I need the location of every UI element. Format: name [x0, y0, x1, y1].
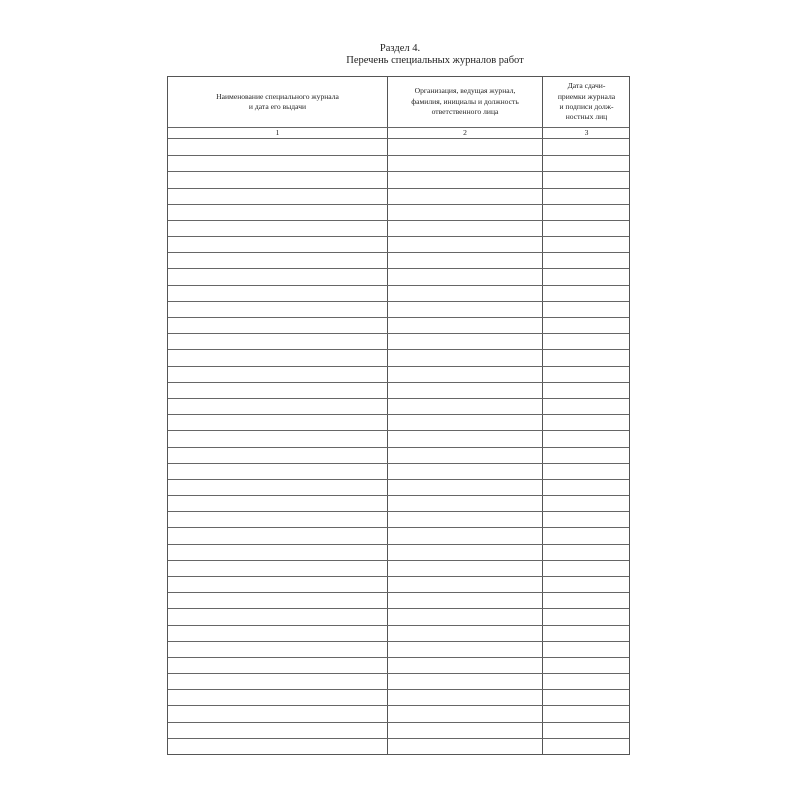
table-cell-col-2[interactable]: [388, 479, 542, 495]
table-row: [168, 463, 629, 479]
table-cell-col-1[interactable]: [168, 447, 387, 463]
table-cell-col-3[interactable]: [543, 722, 629, 738]
table-cell-col-2[interactable]: [388, 641, 542, 657]
table-cell-col-2[interactable]: [388, 544, 542, 560]
table-cell-col-2[interactable]: [388, 155, 542, 171]
table-row: [168, 544, 629, 560]
table-row: [168, 527, 629, 543]
table-cell-col-2[interactable]: [388, 204, 542, 220]
table-cell-col-3[interactable]: [543, 155, 629, 171]
table-cell-col-2[interactable]: [388, 592, 542, 608]
table-cell-col-3[interactable]: [543, 495, 629, 511]
table-cell-col-2[interactable]: [388, 414, 542, 430]
table-cell-col-1[interactable]: [168, 398, 387, 414]
table-row: [168, 738, 629, 754]
table-cell-col-1[interactable]: [168, 560, 387, 576]
table-row: [168, 366, 629, 382]
table-cell-col-3[interactable]: [543, 236, 629, 252]
table-cell-col-2[interactable]: [388, 366, 542, 382]
table-cell-col-3[interactable]: [543, 398, 629, 414]
table-cell-col-1[interactable]: [168, 333, 387, 349]
table-cell-col-2[interactable]: [388, 188, 542, 204]
table-cell-col-1[interactable]: [168, 705, 387, 721]
table-cell-col-1[interactable]: [168, 738, 387, 754]
table-cell-col-3[interactable]: [543, 268, 629, 284]
table-cell-col-1[interactable]: [168, 317, 387, 333]
table-cell-col-3[interactable]: [543, 673, 629, 689]
table-row: [168, 430, 629, 446]
table-row: [168, 220, 629, 236]
table-cell-col-1[interactable]: [168, 220, 387, 236]
table-cell-col-3[interactable]: [543, 366, 629, 382]
table-cell-col-1[interactable]: [168, 511, 387, 527]
table-cell-col-2[interactable]: [388, 171, 542, 187]
table-cell-col-3[interactable]: [543, 447, 629, 463]
table-cell-col-2[interactable]: [388, 511, 542, 527]
section-subtitle: Перечень специальных журналов работ: [346, 54, 524, 66]
journals-table: [167, 76, 630, 755]
table-cell-col-1[interactable]: [168, 544, 387, 560]
table-cell-col-3[interactable]: [543, 139, 629, 155]
table-cell-col-3[interactable]: [543, 511, 629, 527]
header-organization: Организация, ведущая журнал, фамилия, инициалы и должность ответственного лица: [411, 86, 519, 117]
table-cell-col-3[interactable]: [543, 576, 629, 592]
table-cell-col-2[interactable]: [388, 657, 542, 673]
table-cell-col-2[interactable]: [388, 463, 542, 479]
table-cell-col-3[interactable]: [543, 171, 629, 187]
table-cell-col-2[interactable]: [388, 430, 542, 446]
table-row: [168, 333, 629, 349]
table-cell-col-1[interactable]: [168, 689, 387, 705]
table-cell-col-2[interactable]: [388, 705, 542, 721]
table-cell-col-3[interactable]: [543, 285, 629, 301]
table-row: [168, 479, 629, 495]
table-cell-col-3[interactable]: [543, 349, 629, 365]
table-cell-col-3[interactable]: [543, 220, 629, 236]
table-cell-col-2[interactable]: [388, 285, 542, 301]
table-cell-col-1[interactable]: [168, 155, 387, 171]
table-cell-col-1[interactable]: [168, 366, 387, 382]
table-cell-col-3[interactable]: [543, 430, 629, 446]
table-row: [168, 414, 629, 430]
table-row: [168, 722, 629, 738]
table-cell-col-3[interactable]: [543, 204, 629, 220]
table-cell-col-2[interactable]: [388, 673, 542, 689]
table-cell-col-1[interactable]: [168, 236, 387, 252]
table-row: [168, 236, 629, 252]
table-cell-col-3[interactable]: [543, 608, 629, 624]
table-cell-col-2[interactable]: [388, 576, 542, 592]
header-journal-name: Наименование специального журнала и дата его выдачи: [216, 91, 339, 111]
table-cell-col-2[interactable]: [388, 495, 542, 511]
table-cell-col-2[interactable]: [388, 349, 542, 365]
table-cell-col-1[interactable]: [168, 252, 387, 268]
section-heading: [0, 43, 800, 66]
table-row: [168, 511, 629, 527]
column-number-2: 2: [463, 128, 467, 137]
table-cell-col-3[interactable]: [543, 188, 629, 204]
table-cell-col-2[interactable]: [388, 139, 542, 155]
table-cell-col-3[interactable]: [543, 689, 629, 705]
table-cell-col-1[interactable]: [168, 171, 387, 187]
table-cell-col-3[interactable]: [543, 592, 629, 608]
table-row: [168, 139, 629, 155]
table-cell-col-1[interactable]: [168, 301, 387, 317]
table-row: [168, 689, 629, 705]
table-cell-col-1[interactable]: [168, 139, 387, 155]
table-cell-col-3[interactable]: [543, 625, 629, 641]
table-cell-col-1[interactable]: [168, 527, 387, 543]
table-row: [168, 171, 629, 187]
table-cell-col-1[interactable]: [168, 188, 387, 204]
section-title: Раздел 4.: [379, 43, 421, 54]
table-cell-col-3[interactable]: [543, 414, 629, 430]
table-cell-col-1[interactable]: [168, 463, 387, 479]
header-handover-date: Дата сдачи- приемки журнала и подписи долж- ностных лиц: [557, 81, 616, 122]
table-cell-col-3[interactable]: [543, 738, 629, 754]
table-row: [168, 382, 629, 398]
table-row: [168, 188, 629, 204]
table-row: [168, 398, 629, 414]
table-cell-col-1[interactable]: [168, 285, 387, 301]
table-cell-col-3[interactable]: [543, 317, 629, 333]
table-cell-col-3[interactable]: [543, 641, 629, 657]
table-row: [168, 349, 629, 365]
table-cell-col-1[interactable]: [168, 657, 387, 673]
table-row: [168, 285, 629, 301]
table-cell-col-2[interactable]: [388, 398, 542, 414]
table-cell-col-1[interactable]: [168, 592, 387, 608]
table-row: [168, 204, 629, 220]
column-number-1: 1: [275, 128, 280, 137]
table-row: [168, 592, 629, 608]
table-cell-col-2[interactable]: [388, 382, 542, 398]
table-cell-col-3[interactable]: [543, 479, 629, 495]
table-row: [168, 560, 629, 576]
table-cell-col-2[interactable]: [388, 333, 542, 349]
table-cell-col-2[interactable]: [388, 689, 542, 705]
table-row: [168, 641, 629, 657]
table-cell-col-1[interactable]: [168, 608, 387, 624]
table-cell-col-2[interactable]: [388, 527, 542, 543]
table-row: [168, 705, 629, 721]
column-number-3: 3: [584, 128, 589, 137]
table-row: [168, 268, 629, 284]
table-cell-col-2[interactable]: [388, 301, 542, 317]
table-cell-col-1[interactable]: [168, 204, 387, 220]
table-cell-col-2[interactable]: [388, 722, 542, 738]
table-cell-col-2[interactable]: [388, 738, 542, 754]
table-row: [168, 673, 629, 689]
table-row: [168, 657, 629, 673]
table-cell-col-1[interactable]: [168, 382, 387, 398]
table-cell-col-3[interactable]: [543, 560, 629, 576]
table-cell-col-2[interactable]: [388, 560, 542, 576]
table-cell-col-1[interactable]: [168, 576, 387, 592]
table-cell-col-1[interactable]: [168, 673, 387, 689]
table-cell-col-3[interactable]: [543, 382, 629, 398]
table-cell-col-1[interactable]: [168, 722, 387, 738]
table-cell-col-3[interactable]: [543, 252, 629, 268]
table-row: [168, 301, 629, 317]
table-cell-col-1[interactable]: [168, 414, 387, 430]
table-cell-col-3[interactable]: [543, 333, 629, 349]
table-cell-col-2[interactable]: [388, 625, 542, 641]
table-cell-col-2[interactable]: [388, 317, 542, 333]
table-row: [168, 252, 629, 268]
table-row: [168, 155, 629, 171]
table-cell-col-3[interactable]: [543, 463, 629, 479]
table-cell-col-1[interactable]: [168, 430, 387, 446]
table-cell-col-2[interactable]: [388, 268, 542, 284]
table-cell-col-3[interactable]: [543, 301, 629, 317]
table-cell-col-1[interactable]: [168, 495, 387, 511]
table-cell-col-2[interactable]: [388, 608, 542, 624]
table-row: [168, 625, 629, 641]
table-row: [168, 608, 629, 624]
table-cell-col-1[interactable]: [168, 479, 387, 495]
table-cell-col-3[interactable]: [543, 544, 629, 560]
table-cell-col-3[interactable]: [543, 705, 629, 721]
table-cell-col-1[interactable]: [168, 625, 387, 641]
table-row: [168, 317, 629, 333]
table-cell-col-3[interactable]: [543, 527, 629, 543]
table-cell-col-1[interactable]: [168, 641, 387, 657]
table-row: [168, 495, 629, 511]
table-cell-col-3[interactable]: [543, 657, 629, 673]
table-cell-col-2[interactable]: [388, 252, 542, 268]
table-cell-col-1[interactable]: [168, 268, 387, 284]
table-cell-col-1[interactable]: [168, 349, 387, 365]
table-row: [168, 576, 629, 592]
table-cell-col-2[interactable]: [388, 236, 542, 252]
table-cell-col-2[interactable]: [388, 220, 542, 236]
table-row: [168, 447, 629, 463]
table-cell-col-2[interactable]: [388, 447, 542, 463]
